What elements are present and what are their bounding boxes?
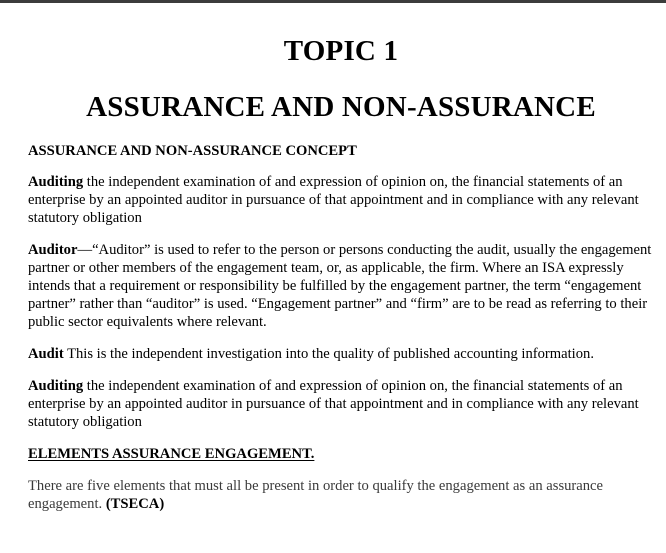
- top-border-rule: [0, 0, 666, 3]
- definition-paragraph-audit: [28, 345, 654, 363]
- definition-paragraph-auditor: [28, 241, 654, 331]
- closing-paragraph: [28, 477, 654, 513]
- definition-paragraph-auditing-repeat: [28, 377, 654, 431]
- topic-title: TOPIC 1: [283, 35, 399, 67]
- section-heading: ASSURANCE AND NON-ASSURANCE CONCEPT: [28, 143, 357, 159]
- closing-emphasis: (TSECA): [105, 496, 165, 512]
- definition-text: the independent examination of and expression of opinion on, the financial statements of an enterprise by an appointed auditor in pursuance of that appointment and in compliance with any relevant statutory obligation: [28, 174, 639, 226]
- definition-paragraph-auditing: [28, 173, 654, 227]
- definition-text: —“Auditor” is used to refer to the person or persons conducting the audit, usually the engagement partner or other members of the engagement team, or, as applicable, the firm. Where an ISA expressly intends that a requirement or responsibility be fulfilled by the engagement partner, the term “engagement partner” rather than “auditor” is used. “Engagement partner” and “firm” are to be read as referring to their public sector equivalents where relevant.: [28, 242, 652, 330]
- elements-heading: ELEMENTS ASSURANCE ENGAGEMENT.: [28, 446, 315, 462]
- document-page: [28, 34, 654, 527]
- main-title: ASSURANCE AND NON-ASSURANCE: [86, 91, 596, 123]
- term-auditing: Auditing: [28, 378, 84, 394]
- term-audit: Audit: [28, 346, 64, 362]
- term-auditing: Auditing: [28, 174, 84, 190]
- closing-text: There are five elements that must all be present in order to qualify the engagement as an assurance engagement.: [28, 478, 604, 512]
- definition-text: the independent examination of and expression of opinion on, the financial statements of an enterprise by an appointed auditor in pursuance of that appointment and in compliance with any relevant statutory obligation: [28, 378, 639, 430]
- definition-text: This is the independent investigation into the quality of published accounting information.: [63, 346, 594, 362]
- term-auditor: Auditor: [28, 242, 78, 258]
